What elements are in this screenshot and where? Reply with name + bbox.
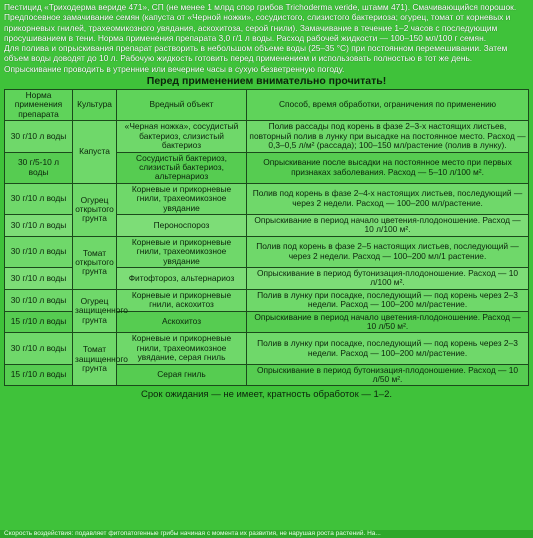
cell-norm: 30 г/10 л воды	[5, 214, 73, 236]
cell-norm: 15 г/10 л воды	[5, 311, 73, 333]
cell-norm: 30 г/5-10 л воды	[5, 152, 73, 183]
intro-watering: Для полива и опрыскивания препарат растворить в небольшом объеме воды (25–35 °С) при постоянном перемешивании. Затем объем воды доводят до 10 л. Рабочую жидкость готовить перед применением и использовать полностью в тот же день. Опрыскивание проводить в утренние или вечерние часы в сухую безветренную погоду.	[4, 43, 508, 74]
cell-crop: Томат защищенного грунта	[73, 333, 117, 386]
cell-norm: 30 г/10 л воды	[5, 236, 73, 267]
warning-heading: Перед применением внимательно прочитать!	[146, 75, 387, 88]
header-norm: Норма применения препарата	[5, 90, 73, 121]
cell-object: Корневые и прикорневые гнили, аскохитоз	[117, 289, 247, 311]
cell-object: «Черная ножка», сосудистый бактериоз, слизистый бактериоз	[117, 121, 247, 152]
cell-object: Сосудистый бактериоз, слизистый бактериоз, альтернариоз	[117, 152, 247, 183]
cell-method: Опрыскивание в период бутонизация-плодоношение. Расход — 10 л/100 м².	[247, 267, 529, 289]
cell-crop: Огурец открытого грунта	[73, 183, 117, 236]
table-row	[5, 236, 529, 267]
table-row	[5, 289, 529, 311]
intro-text	[4, 2, 529, 74]
cell-norm: 30 г/10 л воды	[5, 183, 73, 214]
cell-method: Полив под корень в фазе 2–5 настоящих листьев, последующий — через 2 недели. Расход — 100–200 мл/1 растение.	[247, 236, 529, 267]
cell-object: Корневые и прикорневые гнили, трахеомикозное увядание	[117, 183, 247, 214]
header-crop: Культура	[73, 90, 117, 121]
cell-crop: Томат открытого грунта	[73, 236, 117, 289]
header-object: Вредный объект	[117, 90, 247, 121]
cell-method: Опрыскивание в период начало цветения-плодоношение. Расход — 10 л/50 м².	[247, 311, 529, 333]
cell-method: Опрыскивание в период бутонизация-плодоношение. Расход — 10 л/50 м².	[247, 364, 529, 386]
cell-norm: 30 г/10 л воды	[5, 267, 73, 289]
cell-norm: 15 г/10 л воды	[5, 364, 73, 386]
cell-norm: 30 г/10 л воды	[5, 333, 73, 364]
cell-method: Полив в лунку при посадке, последующий — под корень через 2–3 недели. Расход — 100–200 мл/растение.	[247, 333, 529, 364]
bottom-strip-text: Скорость воздействия: подавляет фитопатогенные грибы начиная с момента их развития, не нарушая роста растений. На...	[0, 530, 533, 538]
cell-object: Корневые и прикорневые гнили, трахеомикозное увядание, серая гниль	[117, 333, 247, 364]
cell-object: Серая гниль	[117, 364, 247, 386]
cell-object: Пероноспороз	[117, 214, 247, 236]
table-row	[5, 183, 529, 214]
table-row	[5, 333, 529, 364]
cell-norm: 30 г/10 л воды	[5, 121, 73, 152]
table-row	[5, 121, 529, 152]
cell-norm: 30 г/10 л воды	[5, 289, 73, 311]
cell-object: Корневые и прикорневые гнили, трахеомикозное увядание	[117, 236, 247, 267]
cell-method: Полив в лунку при посадке, последующий — под корень через 2–3 недели. Расход — 100–200 мл/растение.	[247, 289, 529, 311]
intro-seed-soaking: Предпосевное замачивание семян (капуста от «Черной ножки», сосудистого, слизистого бактериоза; огурец, томат от корневых и прикорневых гнилей, трахеомикозного увядания, аскохитоза, серой гнили). Замачивание в течение 1–2 часов с последующим просушиванием в тени. Норма применения препарата 3,0 г/1 л воды. Расход рабочей жидкости — 100–150 мл/100 г семян.	[4, 12, 511, 43]
table-header-row	[5, 90, 529, 121]
cell-method: Полив под корень в фазе 2–4-х настоящих листьев, последующий — через 2 недели. Расход — 100–200 мл/растение.	[247, 183, 529, 214]
cell-object: Фитофтороз, альтернариоз	[117, 267, 247, 289]
cell-method: Опрыскивание в период начало цветения-плодоношение. Расход — 10 л/100 м².	[247, 214, 529, 236]
intro-pesticide: Пестицид «Триходерма вериде 471», СП (не менее 1 млрд спор грибов Trichoderma veride, штамм 471). Смачивающийся порошок.	[4, 2, 517, 12]
cell-method: Опрыскивание после высадки на постоянное место при первых признаках заболевания. Расход — 5–10 л/100 м².	[247, 152, 529, 183]
header-method: Способ, время обработки, ограничения по применению	[247, 90, 529, 121]
cell-method: Полив рассады под корень в фазе 2–3-х настоящих листьев, повторный полив в лунку при высадке на постоянное место. Расход — 0,3–0,5 л/м² (рассада); 100–150 мл/растение (полив в лунку).	[247, 121, 529, 152]
cell-crop: Капуста	[73, 121, 117, 183]
waiting-period-note: Срок ожидания — не имеет, кратность обработок — 1–2.	[140, 389, 393, 401]
cell-object: Аскохитоз	[117, 311, 247, 333]
cell-crop: Огурец защищенного грунта	[73, 289, 117, 333]
usage-table	[4, 89, 529, 386]
